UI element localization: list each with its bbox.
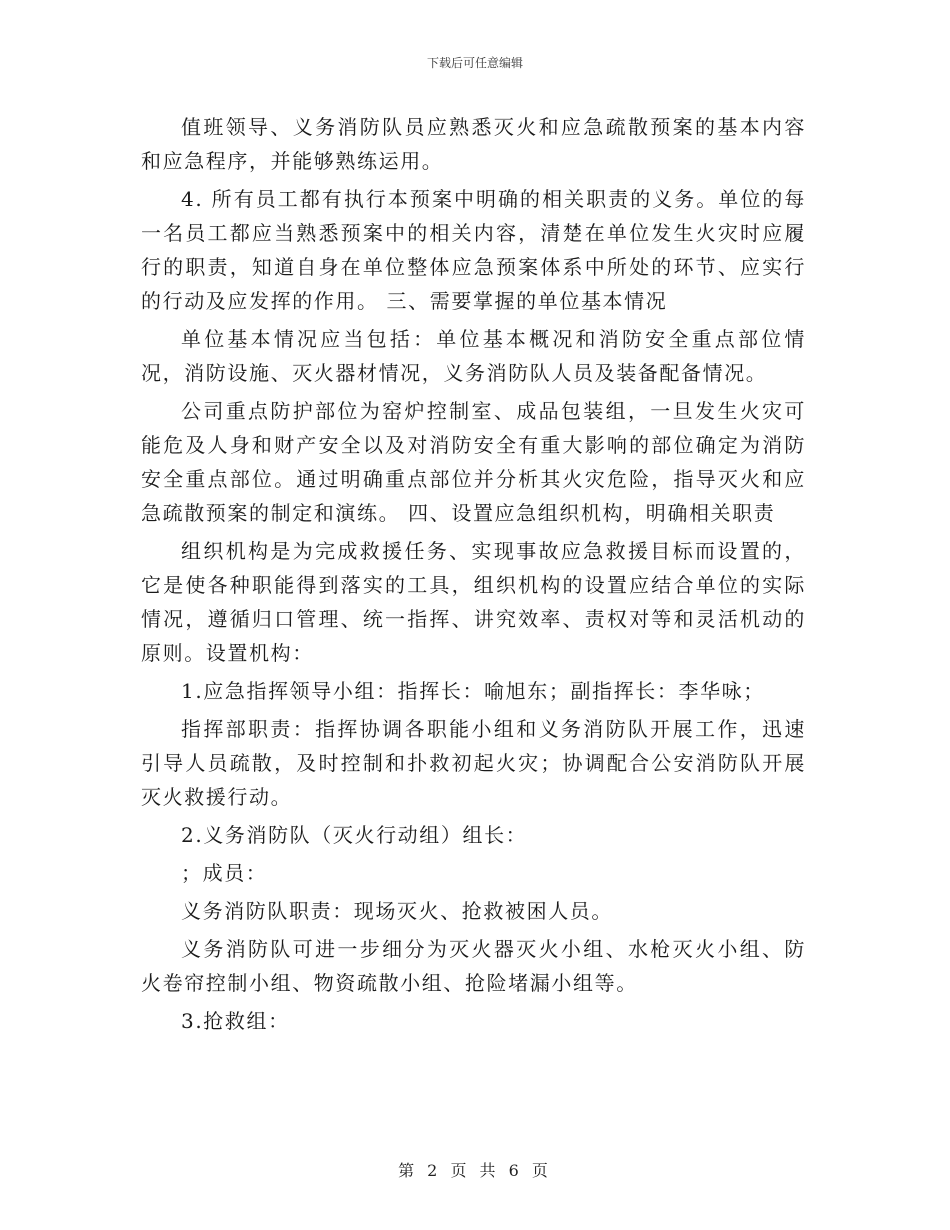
paragraph-command-duties: 指挥部职责：指挥协调各职能小组和义务消防队开展工作，迅速引导人员疏散，及时控制和扑救初起火灾；协调配合公安消防队开展灭火救援行动。 <box>141 717 806 809</box>
paragraph-organization: 组织机构是为完成救援任务、实现事故应急救援目标而设置的，它是使各种职能得到落实的工具，组织机构的设置应结合单位的实际情况，遵循归口管理、统一指挥、讲究效率、责权对等和灵活机动的原则。设置机构： <box>141 539 806 665</box>
paragraph-fire-team: 2.义务消防队（灭火行动组）组长： <box>181 823 528 847</box>
paragraph-command-group: 1.应急指挥领导小组：指挥长：喻旭东；副指挥长：李华咏； <box>181 679 765 703</box>
paragraph-fire-team-duties: 义务消防队职责：现场灭火、抢救被困人员。 <box>181 899 613 923</box>
paragraph-duty-familiarity: 值班领导、义务消防队员应熟悉灭火和应急疏散预案的基本内容和应急程序，并能够熟练运用。 <box>141 115 806 173</box>
page-number: 第 2 页 共 6 页 <box>398 1161 552 1180</box>
document-body <box>141 110 806 1042</box>
paragraph-members: ；成员： <box>181 861 268 885</box>
paragraph-basic-info: 单位基本情况应当包括：单位基本概况和消防安全重点部位情况，消防设施、灭火器材情况，义务消防队人员及装备配备情况。 <box>141 327 806 385</box>
paragraph-key-areas: 公司重点防护部位为窑炉控制室、成品包装组，一旦发生火灾可能危及人身和财产安全以及对消防安全有重大影响的部位确定为消防安全重点部位。通过明确重点部位并分析其火灾危险，指导灭火和应急疏散预案的制定和演练。 四、设置应急组织机构，明确相关职责 <box>141 399 806 525</box>
page-header: 下载后可任意编辑 <box>426 56 523 70</box>
paragraph-employee-obligation: 4. 所有员工都有执行本预案中明确的相关职责的义务。单位的每一名员工都应当熟悉预案中的相关内容，清楚在单位发生火灾时应履行的职责，知道自身在单位整体应急预案体系中所处的环节、应实行的行动及应发挥的作用。 三、需要掌握的单位基本情况 <box>141 187 806 313</box>
paragraph-fire-subgroups: 义务消防队可进一步细分为灭火器灭火小组、水枪灭火小组、防火卷帘控制小组、物资疏散小组、抢险堵漏小组等。 <box>141 937 806 995</box>
paragraph-rescue-group: 3.抢救组： <box>181 1009 290 1033</box>
